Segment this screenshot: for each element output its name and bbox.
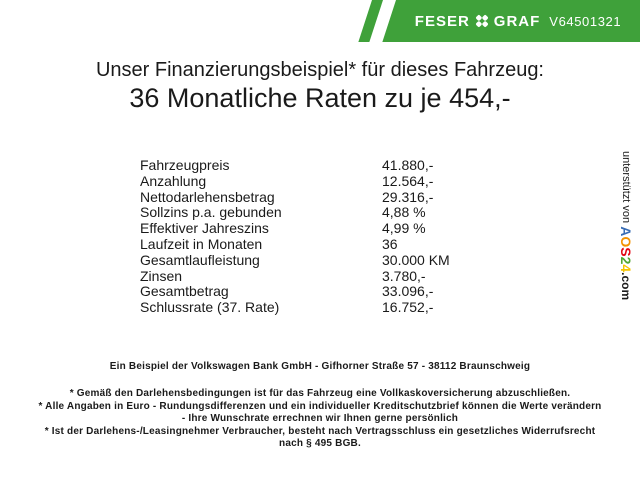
row-value: 16.752,- xyxy=(382,299,434,316)
sidebar-credit xyxy=(618,151,634,300)
aos24-logo-letter: 2 xyxy=(618,256,634,265)
row-label: Sollzins p.a. gebunden xyxy=(140,204,282,221)
table-row-final-rate xyxy=(140,300,450,316)
table-row-interest-total xyxy=(140,269,450,285)
table-row-total-amount xyxy=(140,284,450,300)
aos24-logo-letter: 4 xyxy=(618,264,634,273)
row-value: 33.096,- xyxy=(382,283,434,300)
table-row-effective-interest xyxy=(140,221,450,237)
brand-name-graf: GRAF xyxy=(493,12,541,30)
table-row-total-mileage xyxy=(140,253,450,269)
row-label: Effektiver Jahreszins xyxy=(140,220,269,237)
row-value: 12.564,- xyxy=(382,172,434,189)
aos24-logo-letter: O xyxy=(618,236,634,248)
table-row-vehicle-price xyxy=(140,158,450,174)
finance-table xyxy=(140,158,450,316)
row-label: Zinsen xyxy=(140,267,183,284)
offer-title-block xyxy=(0,57,640,114)
row-label: Gesamtbetrag xyxy=(140,283,229,300)
row-value: 30.000 KM xyxy=(382,251,450,268)
row-value: 36 xyxy=(382,235,398,252)
offer-rate-headline: 36 Monatliche Raten zu je 454,- xyxy=(129,83,511,113)
brand-name-feser: FESER xyxy=(414,12,470,30)
aos24-logo-letter: A xyxy=(618,226,634,237)
footnote-withdrawal-line1: * Ist der Darlehens-/Leasingnehmer Verbraucher, besteht nach Vertragsschluss ein gesetzliches Widerrufsrecht xyxy=(44,425,596,437)
banner-accent-stripe xyxy=(358,0,383,42)
table-row-term-months xyxy=(140,237,450,253)
footnote-withdrawal-line2: nach § 495 BGB. xyxy=(279,438,361,450)
table-row-nominal-interest xyxy=(140,205,450,221)
row-value: 4,99 % xyxy=(382,220,426,237)
aos24-logo-letter: S xyxy=(618,247,634,257)
row-value: 4,88 % xyxy=(382,204,426,221)
row-label: Anzahlung xyxy=(140,172,207,189)
footnotes xyxy=(6,388,634,451)
brand-logo xyxy=(396,0,640,42)
table-row-net-loan xyxy=(140,190,450,206)
sidebar-credit-prefix: unterstützt von xyxy=(620,151,632,227)
aos24-domain-suffix: .com xyxy=(619,272,633,301)
table-row-down-payment xyxy=(140,174,450,190)
row-label: Laufzeit in Monaten xyxy=(140,235,263,252)
clover-icon xyxy=(475,14,489,28)
row-label: Fahrzeugpreis xyxy=(140,157,230,173)
row-label: Nettodarlehensbetrag xyxy=(140,188,275,205)
row-label: Schlussrate (37. Rate) xyxy=(140,299,280,316)
row-value: 3.780,- xyxy=(382,267,426,284)
row-label: Gesamtlaufleistung xyxy=(140,251,260,268)
row-value: 41.880,- xyxy=(382,157,434,173)
bank-info: Ein Beispiel der Volkswagen Bank GmbH - Gifhorner Straße 57 - 38112 Braunschweig xyxy=(109,361,531,372)
footnote-euro-values-line2: - Ihre Wunschrate errechnen wir Ihnen gerne persönlich xyxy=(181,413,459,425)
vehicle-id: V64501321 xyxy=(549,13,622,29)
row-value: 29.316,- xyxy=(382,188,434,205)
footnote-insurance: * Gemäß den Darlehensbedingungen ist für das Fahrzeug eine Vollkaskoversicherung abzuschließen. xyxy=(69,388,571,399)
offer-title: Unser Finanzierungsbeispiel* für dieses Fahrzeug: xyxy=(95,59,544,81)
footnote-euro-values-line1: * Alle Angaben in Euro - Rundungsdifferenzen und ein individueller Kreditschutzbrief können die Werte verändern xyxy=(38,400,602,412)
